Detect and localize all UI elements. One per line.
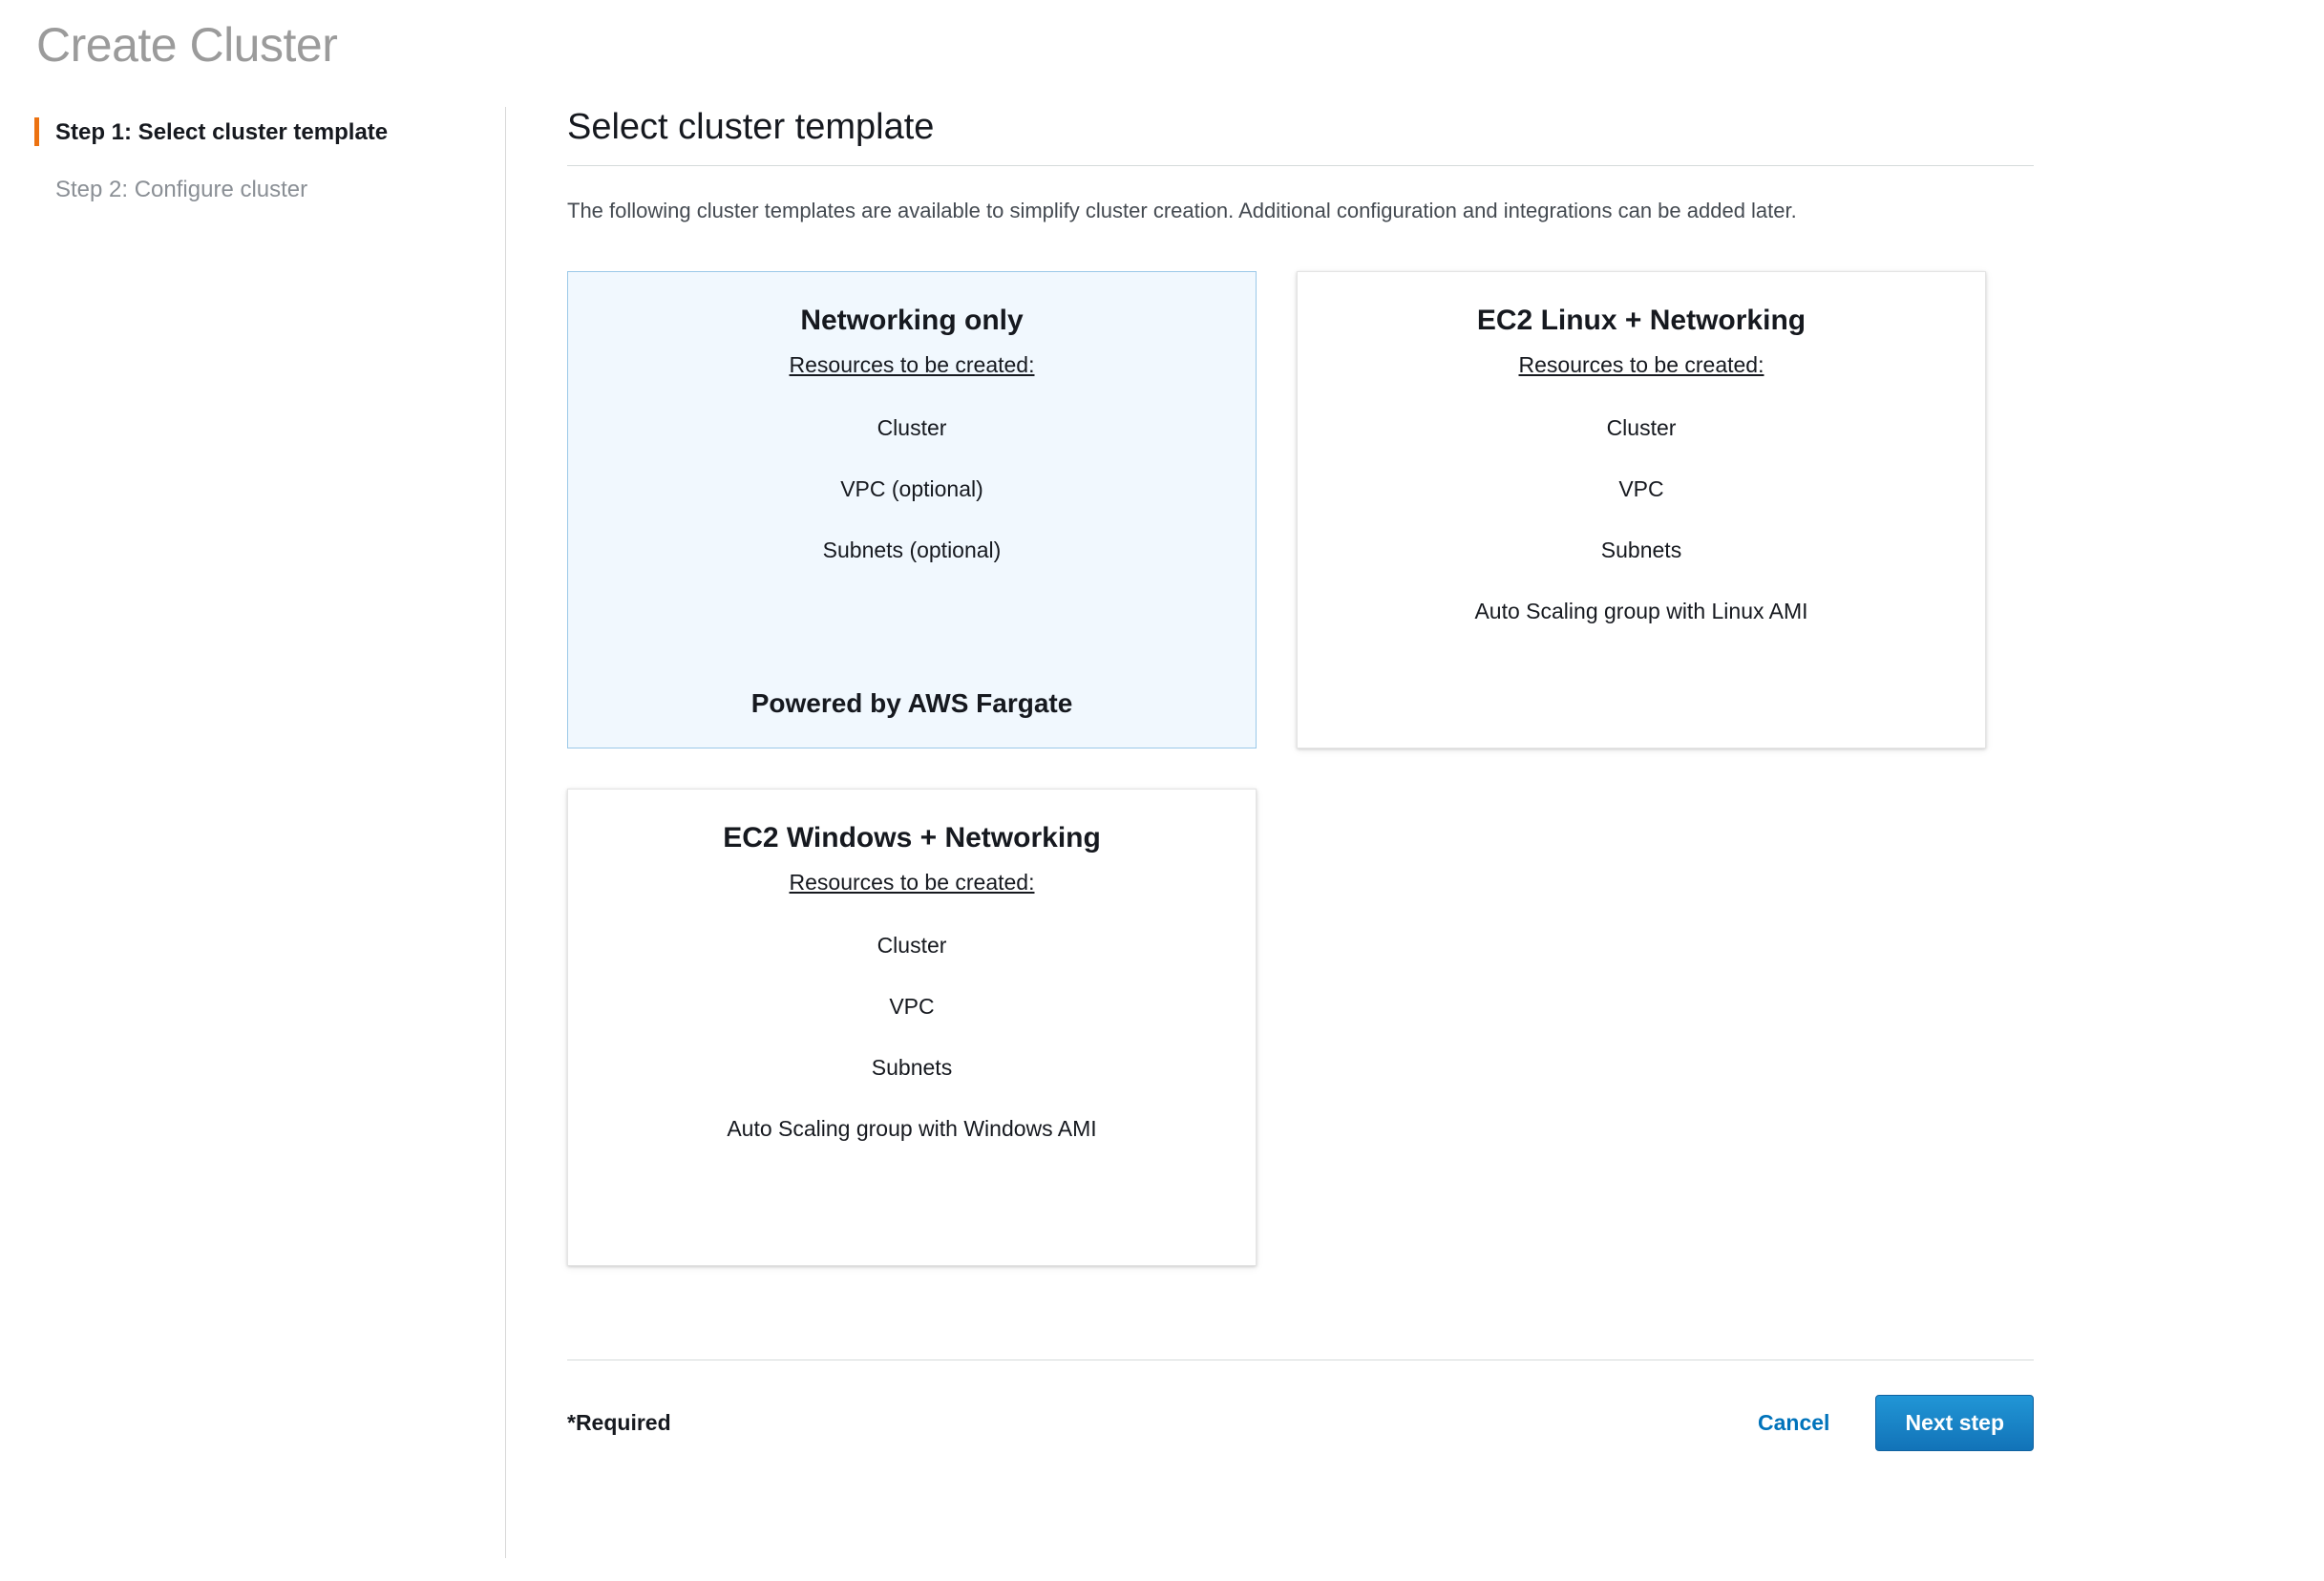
card-resource-item: Subnets (optional) (822, 538, 1002, 562)
card-resource-item: Cluster (877, 415, 947, 440)
card-resource-item: Cluster (1606, 415, 1677, 440)
card-resource-item: Cluster (877, 933, 947, 958)
template-card-ec2-windows-networking[interactable] (567, 789, 1257, 1266)
sidebar-step-1[interactable] (0, 111, 505, 155)
card-resource-item: Auto Scaling group with Windows AMI (727, 1116, 1097, 1141)
template-card-networking-only[interactable] (567, 271, 1257, 748)
card-resource-item: Auto Scaling group with Linux AMI (1474, 599, 1808, 623)
page-layout (0, 107, 2324, 1558)
main-content (506, 107, 2091, 1558)
cancel-button[interactable]: Cancel (1758, 1410, 1830, 1435)
card-resource-item: VPC (optional) (840, 476, 983, 501)
card-resources-label: Resources to be created: (1518, 352, 1764, 377)
page-title: Create Cluster (36, 18, 338, 72)
next-step-button[interactable]: Next step (1875, 1395, 2034, 1451)
card-resource-item: VPC (889, 994, 935, 1019)
card-title: EC2 Linux + Networking (1476, 305, 1806, 336)
wizard-sidebar (0, 107, 506, 1558)
card-resource-item: Subnets (871, 1055, 953, 1080)
card-title: Networking only (800, 305, 1024, 336)
wizard-footer (567, 1360, 2034, 1451)
card-resource-item: Subnets (1600, 538, 1682, 562)
sidebar-step-2[interactable] (0, 168, 505, 212)
sidebar-step-2-label: Step 2: Configure cluster (55, 177, 308, 202)
main-description: The following cluster templates are available to simplify cluster creation. Additional configuration and integrations can be added later. (567, 199, 1797, 222)
footer-actions (1758, 1395, 2034, 1451)
card-footer-note: Powered by AWS Fargate (750, 688, 1073, 718)
main-heading: Select cluster template (567, 107, 2034, 166)
card-resources-label: Resources to be created: (789, 352, 1035, 377)
card-resource-item: VPC (1618, 476, 1664, 501)
template-card-grid (567, 271, 2034, 1266)
card-title: EC2 Windows + Networking (723, 822, 1101, 854)
card-resources-label: Resources to be created: (789, 870, 1035, 895)
required-note: *Required (567, 1410, 671, 1435)
template-card-ec2-linux-networking[interactable] (1297, 271, 1986, 748)
sidebar-step-1-label: Step 1: Select cluster template (55, 119, 389, 145)
